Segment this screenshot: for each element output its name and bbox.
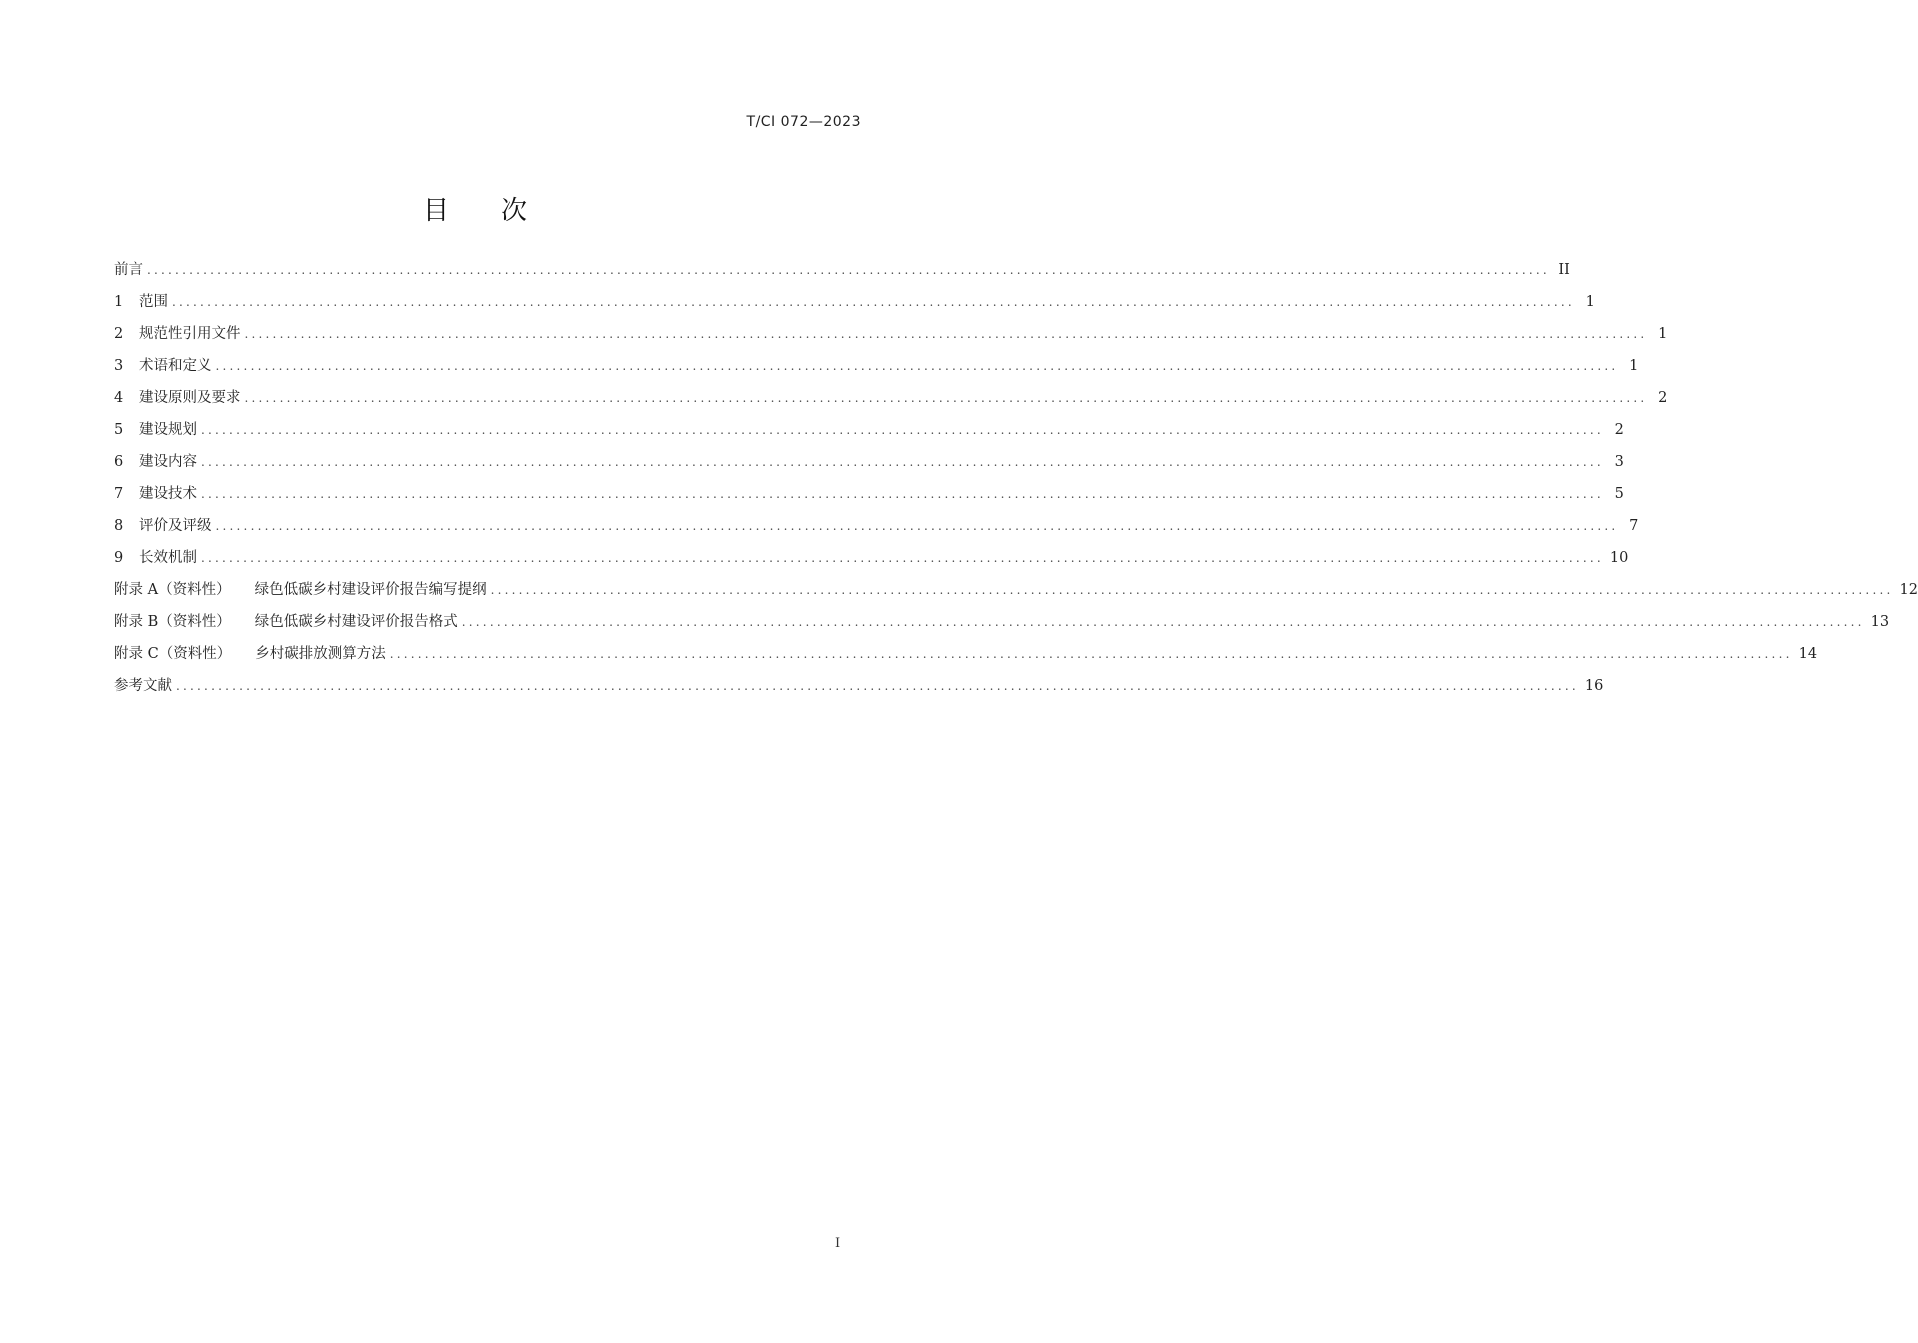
toc-entry-page: 2	[1658, 390, 1668, 406]
toc-entry-label: 规范性引用文件	[139, 326, 241, 342]
toc-entry-appendix-b[interactable]	[114, 610, 1890, 642]
toc-entry-number: 1	[114, 294, 124, 310]
toc-dot-leader: ........................................................................................................................................................................................................	[201, 551, 1604, 565]
toc-dot-leader: ........................................................................................................................................................................................................	[461, 615, 1865, 629]
toc-entry-appendix-prefix: 附录 B（资料性）	[114, 614, 231, 630]
toc-entry-number: 6	[114, 454, 124, 470]
toc-entry-page: 10	[1609, 550, 1629, 566]
toc-entry-appendix-prefix: 附录 A（资料性）	[114, 582, 231, 598]
toc-entry-references[interactable]	[114, 674, 1604, 706]
toc-entry-label: 建设规划	[139, 422, 197, 438]
toc-entry-label: 评价及评级	[139, 518, 212, 534]
toc-entry-label: 绿色低碳乡村建设评价报告编写提纲	[254, 582, 487, 598]
toc-entry-number: 3	[114, 358, 124, 374]
toc-entry-label: 范围	[139, 294, 168, 310]
toc-entry-page: 7	[1629, 518, 1639, 534]
toc-entry-label: 绿色低碳乡村建设评价报告格式	[254, 614, 458, 630]
toc-entry-label: 乡村碳排放测算方法	[255, 646, 386, 662]
toc-entry-3[interactable]	[114, 354, 1639, 386]
toc-entry-number: 7	[114, 486, 124, 502]
toc-dot-leader: ........................................................................................................................................................................................................	[201, 487, 1604, 501]
toc-entry-page: 12	[1899, 582, 1918, 598]
toc-entry-label: 前言	[114, 262, 143, 278]
toc-dot-leader: ........................................................................................................................................................................................................	[147, 263, 1550, 277]
page-title: 目次	[422, 196, 579, 226]
toc-dot-leader: ........................................................................................................................................................................................................	[201, 423, 1604, 437]
toc-entry-page: 3	[1614, 454, 1624, 470]
toc-dot-leader: ........................................................................................................................................................................................................	[389, 647, 1793, 661]
toc-entry-page: II	[1558, 262, 1570, 278]
toc-entry-label: 建设技术	[139, 486, 197, 502]
toc-entry-label: 长效机制	[139, 550, 197, 566]
toc-dot-leader: ........................................................................................................................................................................................................	[172, 295, 1575, 309]
toc-entry-1[interactable]	[114, 290, 1595, 322]
toc-dot-leader: ........................................................................................................................................................................................................	[244, 391, 1648, 405]
toc-entry-page: 2	[1614, 422, 1624, 438]
toc-entry-appendix-prefix: 附录 C（资料性）	[114, 646, 232, 662]
toc-entry-appendix-c[interactable]	[114, 642, 1818, 674]
toc-entry-7[interactable]	[114, 482, 1624, 514]
toc-entry-page: 13	[1870, 614, 1890, 630]
toc-entry-number: 8	[114, 518, 124, 534]
toc-entry-page: 1	[1629, 358, 1639, 374]
toc-dot-leader: ........................................................................................................................................................................................................	[176, 679, 1579, 693]
toc-entry-foreword[interactable]	[114, 258, 1570, 290]
toc-entry-label: 参考文献	[114, 678, 172, 694]
toc-entry-5[interactable]	[114, 418, 1624, 450]
document-code: T/CI 072—2023	[746, 114, 861, 130]
toc-entry-2[interactable]	[114, 322, 1668, 354]
toc-entry-page: 5	[1614, 486, 1624, 502]
toc-entry-number: 4	[114, 390, 124, 406]
toc-entry-label: 建设原则及要求	[139, 390, 241, 406]
toc-entry-label: 术语和定义	[139, 358, 212, 374]
toc-entry-9[interactable]	[114, 546, 1629, 578]
toc-dot-leader: ........................................................................................................................................................................................................	[201, 455, 1604, 469]
toc-entry-page: 1	[1585, 294, 1595, 310]
toc-entry-number: 5	[114, 422, 124, 438]
table-of-contents	[114, 258, 1918, 706]
toc-entry-number: 2	[114, 326, 124, 342]
toc-entry-8[interactable]	[114, 514, 1639, 546]
toc-entry-number: 9	[114, 550, 124, 566]
toc-dot-leader: ........................................................................................................................................................................................................	[490, 583, 1894, 597]
toc-dot-leader: ........................................................................................................................................................................................................	[244, 327, 1648, 341]
toc-entry-6[interactable]	[114, 450, 1624, 482]
toc-entry-page: 1	[1658, 326, 1668, 342]
toc-entry-appendix-a[interactable]	[114, 578, 1918, 610]
toc-entry-page: 16	[1584, 678, 1604, 694]
toc-entry-4[interactable]	[114, 386, 1668, 418]
page-number: I	[835, 1236, 841, 1251]
toc-dot-leader: ........................................................................................................................................................................................................	[215, 519, 1619, 533]
toc-dot-leader: ........................................................................................................................................................................................................	[215, 359, 1619, 373]
toc-entry-label: 建设内容	[139, 454, 197, 470]
toc-entry-page: 14	[1798, 646, 1818, 662]
